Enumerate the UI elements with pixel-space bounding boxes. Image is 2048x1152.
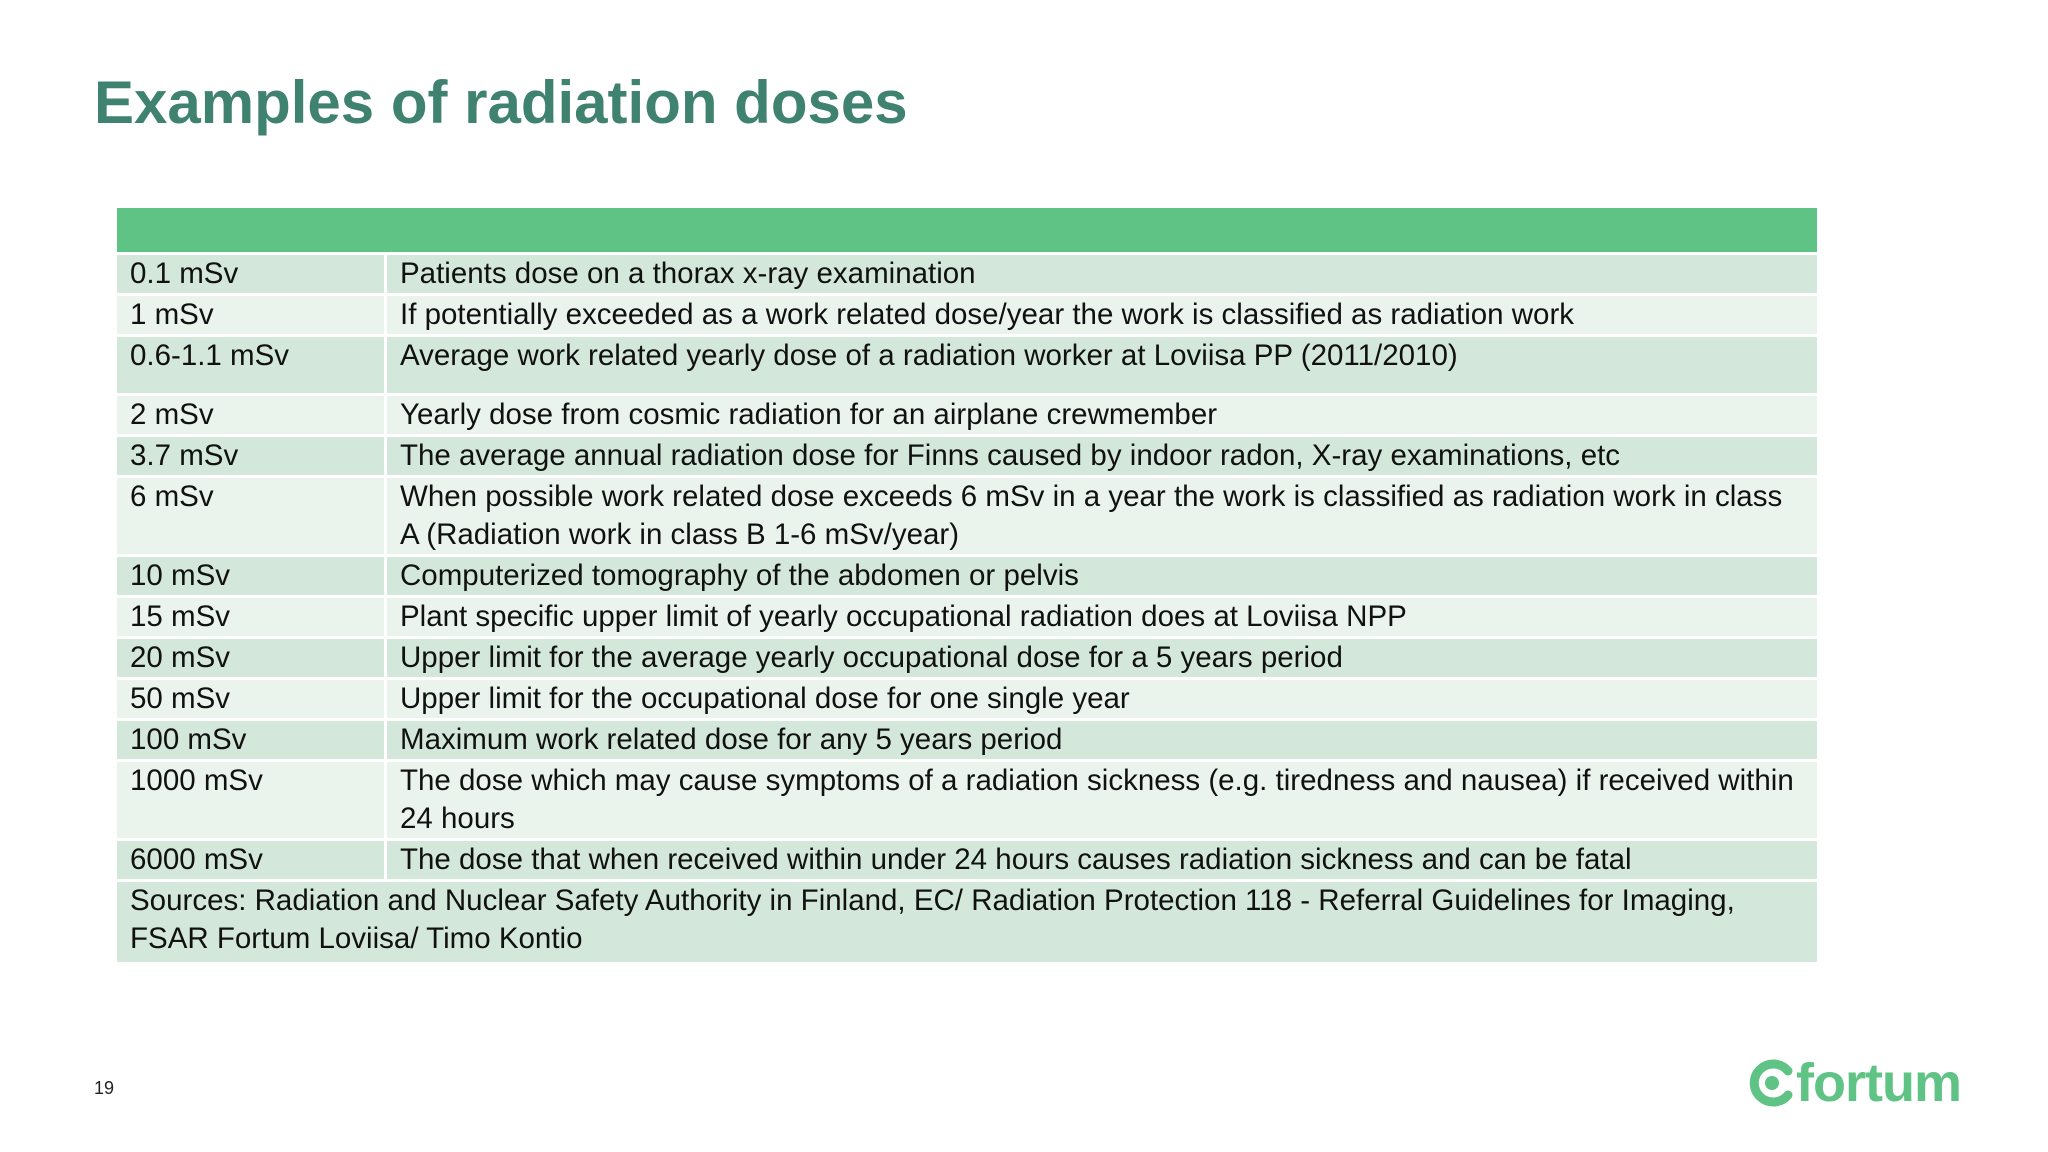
table-row (117, 598, 1817, 636)
dose-value: 10 mSv (117, 557, 387, 595)
dose-description: Patients dose on a thorax x-ray examination (387, 255, 1817, 293)
logo-wordmark: fortum (1796, 1053, 1961, 1113)
dose-description: Upper limit for the occupational dose for one single year (387, 680, 1817, 718)
table-row (117, 337, 1817, 393)
sources-text: Sources: Radiation and Nuclear Safety Authority in Finland, EC/ Radiation Protection 118 - Referral Guidelines for Imaging, FSAR Fortum Loviisa/ Timo Kontio (117, 882, 1817, 962)
dose-description: When possible work related dose exceeds 6 mSv in a year the work is classified as radiation work in class A (Radiation work in class B 1-6 mSv/year) (387, 478, 1817, 554)
table-header-bar (117, 208, 1817, 252)
dose-value: 50 mSv (117, 680, 387, 718)
table-row (117, 437, 1817, 475)
page-number: 19 (94, 1078, 115, 1098)
fortum-logo (1748, 1052, 1961, 1114)
sources-row (117, 882, 1817, 962)
dose-description: The dose that when received within under 24 hours causes radiation sickness and can be fatal (387, 841, 1817, 879)
radiation-dose-table (117, 205, 1817, 965)
dose-value: 1000 mSv (117, 762, 387, 838)
dose-description: Computerized tomography of the abdomen or pelvis (387, 557, 1817, 595)
table-row (117, 478, 1817, 554)
table-row (117, 721, 1817, 759)
dose-value: 100 mSv (117, 721, 387, 759)
table-row (117, 396, 1817, 434)
table-row (117, 841, 1817, 879)
table-row (117, 557, 1817, 595)
dose-value: 3.7 mSv (117, 437, 387, 475)
slide-title: Examples of radiation doses (94, 69, 908, 136)
dose-description: Upper limit for the average yearly occupational dose for a 5 years period (387, 639, 1817, 677)
dose-value: 2 mSv (117, 396, 387, 434)
dose-description: Plant specific upper limit of yearly occupational radiation does at Loviisa NPP (387, 598, 1817, 636)
dose-value: 6 mSv (117, 478, 387, 554)
table-row (117, 296, 1817, 334)
dose-description: If potentially exceeded as a work related dose/year the work is classified as radiation work (387, 296, 1817, 334)
dose-value: 0.6-1.1 mSv (117, 337, 387, 393)
dose-value: 15 mSv (117, 598, 387, 636)
dose-description: The average annual radiation dose for Finns caused by indoor radon, X-ray examinations, etc (387, 437, 1817, 475)
dose-value: 6000 mSv (117, 841, 387, 879)
dose-description: Yearly dose from cosmic radiation for an airplane crewmember (387, 396, 1817, 434)
dose-value: 0.1 mSv (117, 255, 387, 293)
dose-value: 20 mSv (117, 639, 387, 677)
dose-description: Average work related yearly dose of a radiation worker at Loviisa PP (2011/2010) (387, 337, 1817, 393)
dose-description: Maximum work related dose for any 5 years period (387, 721, 1817, 759)
dose-value: 1 mSv (117, 296, 387, 334)
table-row (117, 639, 1817, 677)
table-row (117, 255, 1817, 293)
fortum-logo-mark-icon (1748, 1057, 1794, 1109)
dose-description: The dose which may cause symptoms of a radiation sickness (e.g. tiredness and nausea) if received within 24 hours (387, 762, 1817, 838)
table-row (117, 762, 1817, 838)
table-row (117, 680, 1817, 718)
